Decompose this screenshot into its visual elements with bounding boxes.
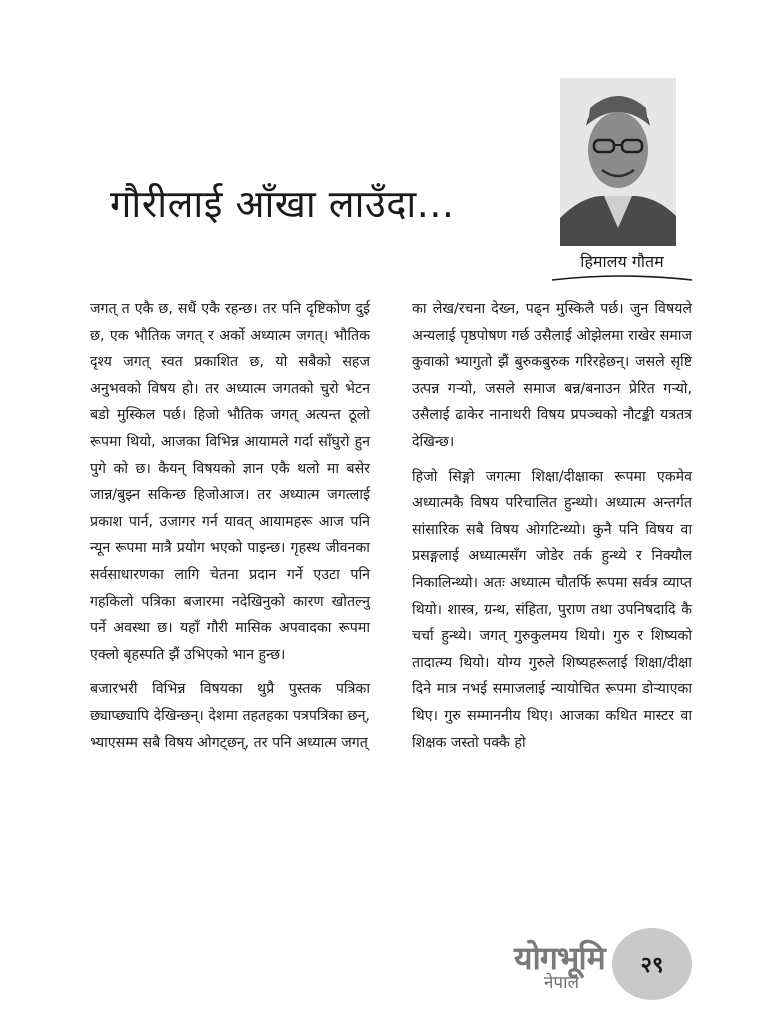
paragraph: बजारभरी विभिन्न विषयका थुप्रै पुस्तक पत्रिका छ्याप्छ्यापि देखिन्छन्। देशमा तहतहका पत्रपत्रिका छन्, भ्याएसम्म सबै विषय ओगट्छन्, तर पनि अध्यात्म जगत्	[90, 681, 370, 751]
left-column	[90, 296, 370, 764]
author-underline-ornament	[548, 274, 696, 284]
page-number: २९	[612, 928, 692, 1000]
article-title: गौरीलाई आँखा लाउँदा...	[110, 182, 455, 227]
paragraph: जगत् त एकै छ, सधैं एकै रहन्छ। तर पनि दृष्टिकोण दुई छ, एक भौतिक जगत् र अर्को अध्यात्म जगत्। भौतिक दृश्य जगत् स्वत प्रकाशित छ, यो सबैको सहज अनुभवको विषय हो। तर अध्यात्म जगतको चुरो भेटन बडो मुस्किल पर्छ। हिजो भौतिक जगत् अत्यन्त ठूलो रूपमा थियो, आजका विभिन्न आयामले गर्दा साँघुरो हुन पुगे को छ। कैयन् विषयको ज्ञान एकै थलो मा बसेर जान्न/बुझ्न सकिन्छ हिजोआज। तर अध्यात्म जगत्लाई प्रकाश पार्न, उजागर गर्न यावत् आयामहरू आज पनि न्यून रूपमा मात्रै प्रयोग भएको पाइन्छ। गृहस्थ जीवनका सर्वसाधारणका लागि चेतना प्रदान गर्ने एउटा पनि गहकिलो पत्रिका बजारमा नदेखिनुको कारण खोतल्नु पर्ने अवस्था छ। यहाँ गौरी मासिक अपवादका रूपमा एक्लो बृहस्पति झैं उभिएको भान हुन्छ।	[90, 301, 370, 663]
paragraph: हिजो सिङ्गो जगत्मा शिक्षा/दीक्षाका रूपमा एकमेव अध्यात्मकै विषय परिचालित हुन्थ्यो। अध्यात्म अन्तर्गत सांसारिक सबै विषय ओगटिन्थ्यो। कुनै पनि विषय वा प्रसङ्गलाई अध्यात्मसँग जोडेर तर्क हुन्थ्ये र निक्यौल निकालिन्थ्यो। अतः अध्यात्म चौतर्फि रूपमा सर्वत्र व्याप्त थियो। शास्त्र, ग्रन्थ, संहिता, पुराण तथा उपनिषदादि कै चर्चा हुन्थ्ये। जगत् गुरुकुलमय थियो। गुरु र शिष्यको तादात्म्य थियो। योग्य गुरुले शिष्यहरूलाई शिक्षा/दीक्षा दिने मात्र नभई समाजलाई न्यायोचित रूपमा डोर्‍याएका थिए। गुरु सम्माननीय थिए। आजका कथित मास्टर वा शिक्षक जस्तो पक्कै हो	[412, 468, 692, 751]
paragraph: का लेख/रचना देख्न, पढ्न मुस्किलै पर्छ। जुन विषयले अन्यलाई पृष्ठपोषण गर्छ उसैलाई ओझेलमा राखेर समाज कुवाको भ्यागुतो झैं बुरुकबुरुक गरिरहेछन्। जसले सृष्टि उत्पन्न गर्‍यो, जसले समाज बन्न/बनाउन प्रेरित गर्‍यो, उसैलाई ढाकेर नानाथरी विषय प्रपञ्चको नौटङ्की यत्रतत्र देखिन्छ।	[412, 301, 692, 450]
author-photo	[560, 78, 676, 246]
right-column	[412, 296, 692, 764]
logo-main-text: योगभूमि	[514, 939, 605, 977]
logo-sub-text: नेपाल	[544, 973, 580, 993]
author-name: हिमालय गौतम	[580, 252, 664, 271]
